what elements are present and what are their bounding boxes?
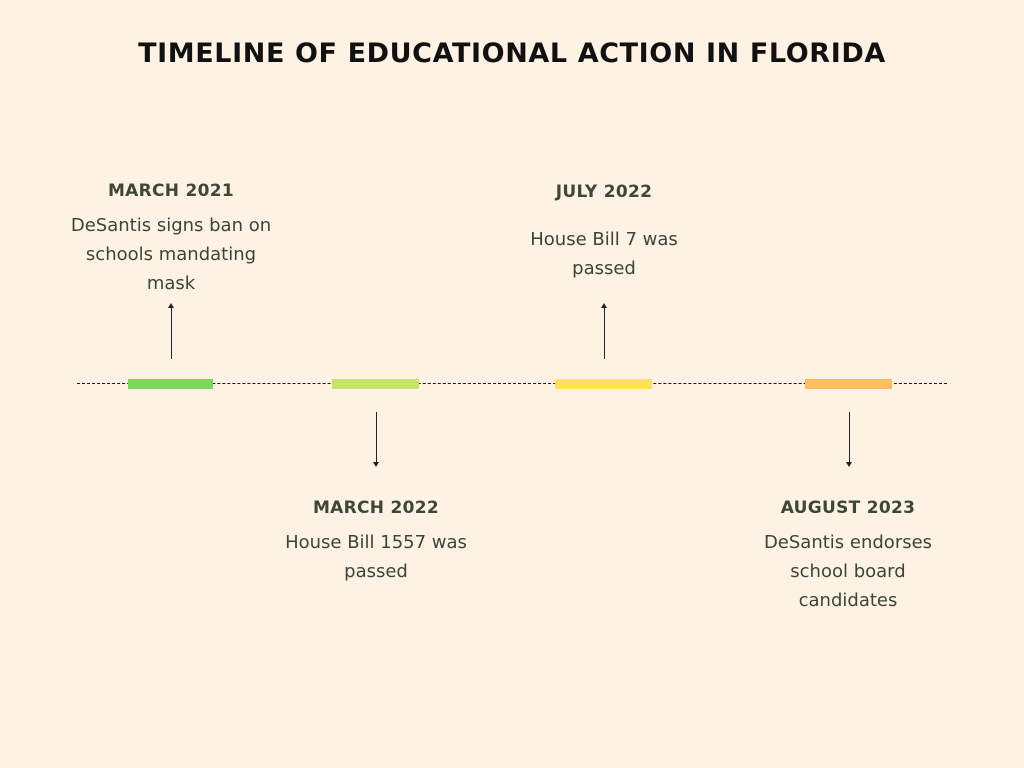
event-description: House Bill 1557 was passed — [285, 532, 467, 582]
event-description: DeSantis signs ban on schools mandating mask — [70, 215, 272, 294]
connector-august-2023 — [849, 412, 850, 462]
timeline-segment-march-2021 — [128, 379, 213, 389]
timeline-segment-august-2023 — [805, 379, 892, 389]
connector-march-2021 — [171, 307, 172, 359]
page-title: TIMELINE OF EDUCATIONAL ACTION IN FLORIDA — [138, 38, 886, 69]
timeline-segment-march-2022 — [332, 379, 419, 389]
connector-july-2022 — [604, 307, 605, 359]
event-date: MARCH 2022 — [312, 498, 440, 518]
connector-march-2022 — [376, 412, 377, 462]
event-description: House Bill 7 was passed — [530, 229, 678, 279]
event-description: DeSantis endorses school board candidates — [763, 532, 933, 611]
event-march-2022 — [256, 497, 496, 586]
arrow-down-icon — [373, 462, 379, 467]
event-july-2022 — [484, 181, 724, 283]
arrow-down-icon — [846, 462, 852, 467]
timeline-segment-july-2022 — [555, 379, 652, 389]
event-date: MARCH 2021 — [107, 181, 235, 201]
event-august-2023 — [728, 497, 968, 615]
event-march-2021 — [51, 180, 291, 298]
event-date: AUGUST 2023 — [780, 498, 916, 518]
event-date: JULY 2022 — [555, 182, 653, 202]
